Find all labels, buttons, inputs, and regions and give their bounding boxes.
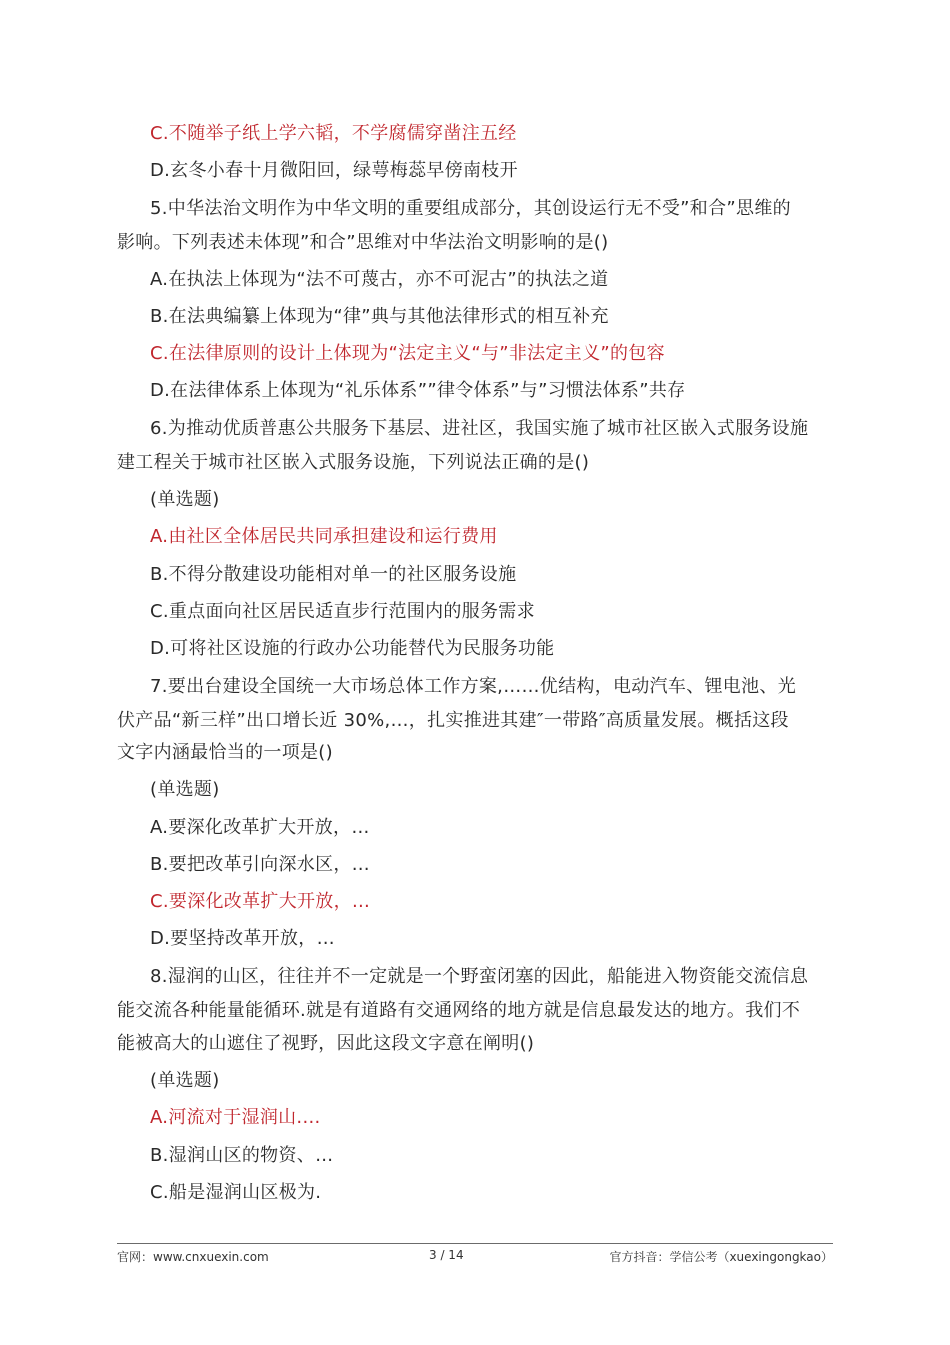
question-6-option-d: D.可将社区设施的行政办公功能替代为民服务功能 <box>150 638 555 659</box>
option-5c-prev: C.不随举子纸上学六韬，不学腐儒穿凿注五经 <box>150 123 517 144</box>
question-8-line-2: 能交流各种能量能循环.就是有道路有交通网络的地方就是信息最发达的地方。我们不 <box>117 1000 801 1021</box>
page-footer <box>117 1243 833 1266</box>
option-5d-prev: D.玄冬小春十月微阳回，绿萼梅蕊早傍南枝开 <box>150 160 518 181</box>
question-5-option-b: B.在法典编纂上体现为“律”典与其他法律形式的相互补充 <box>150 306 609 327</box>
question-7-option-a: A.要深化改革扩大开放，… <box>150 817 370 838</box>
question-7-line-2: 伏产品“新三样”出口增长近 30%,…，扎实推进其建″一带路″高质量发展。概括这段 <box>117 710 789 731</box>
question-7-line-1: 7.要出台建设全国统一大市场总体工作方案,……优结构，电动汽车、锂电池、光 <box>150 676 796 697</box>
question-6-line-1: 6.为推动优质普惠公共服务下基层、进社区，我国实施了城市社区嵌入式服务设施 <box>150 418 809 439</box>
question-8-option-a: A.河流对于湿润山.... <box>150 1107 321 1128</box>
question-6-option-c: C.重点面向社区居民适直步行范围内的服务需求 <box>150 601 535 622</box>
question-8-type: (单选题) <box>150 1070 220 1091</box>
question-7-type: (单选题) <box>150 779 220 800</box>
question-8-option-c: C.船是湿润山区极为. <box>150 1182 322 1203</box>
question-8-option-b: B.湿润山区的物资、… <box>150 1145 334 1166</box>
question-6-option-b: B.不得分散建设功能相对单一的社区服务设施 <box>150 564 517 585</box>
question-7-option-b: B.要把改革引向深水区，… <box>150 854 370 875</box>
question-5-option-a: A.在执法上体现为“法不可蔑古，亦不可泥古”的执法之道 <box>150 269 609 290</box>
question-7-option-c: C.要深化改革扩大开放，… <box>150 891 371 912</box>
question-6-line-2: 建工程关于城市社区嵌入式服务设施，下列说法正确的是() <box>117 452 590 473</box>
question-6-type: (单选题) <box>150 489 220 510</box>
footer-douyin: 官方抖音：学信公考（xuexingongkao） <box>609 1250 833 1264</box>
question-5-line-2: 影响。下列表述未体现”和合”思维对中华法治文明影响的是() <box>117 232 609 253</box>
question-6-option-a: A.由社区全体居民共同承担建设和运行费用 <box>150 526 498 547</box>
question-5-option-c: C.在法律原则的设计上体现为“法定主义“与”非法定主义”的包容 <box>150 343 665 364</box>
question-5-option-d: D.在法律体系上体现为“礼乐体系””律令体系”与”习惯法体系”共存 <box>150 380 686 401</box>
question-7-option-d: D.要坚持改革开放，… <box>150 928 335 949</box>
question-8-line-1: 8.湿润的山区，往往并不一定就是一个野蛮闭塞的因此，船能进入物资能交流信息 <box>150 966 809 987</box>
question-5-line-1: 5.中华法治文明作为中华文明的重要组成部分，其创设运行无不受”和合”思维的 <box>150 198 791 219</box>
footer-website: 官网：www.cnxuexin.com <box>117 1250 269 1264</box>
question-7-line-3: 文字内涵最恰当的一项是() <box>117 742 333 763</box>
footer-page-number: 3 / 14 <box>429 1248 464 1262</box>
question-8-line-3: 能被高大的山遮住了视野，因此这段文字意在阐明() <box>117 1033 535 1054</box>
